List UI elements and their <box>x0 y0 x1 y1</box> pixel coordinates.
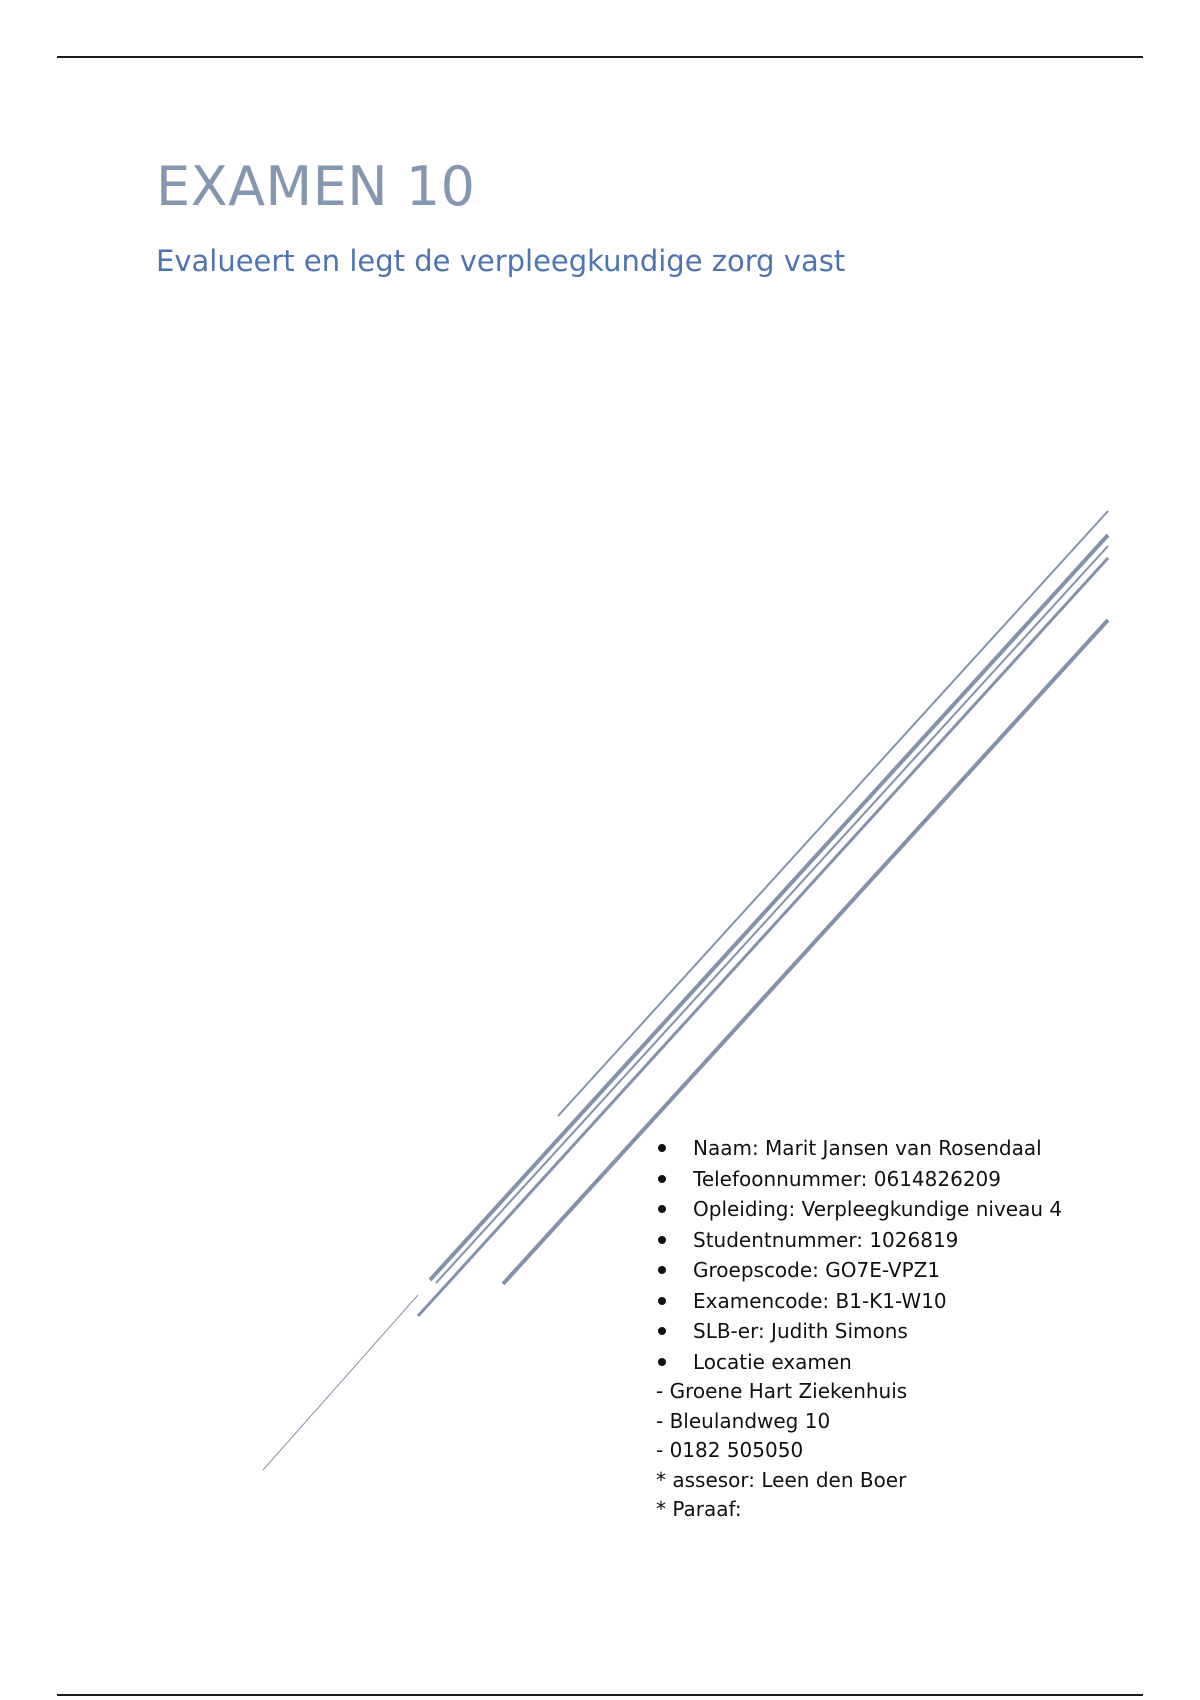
info-list <box>656 1133 1136 1377</box>
document-title: EXAMEN 10 <box>156 155 476 218</box>
info-item-groepscode: Groepscode: GO7E-VPZ1 <box>656 1255 1136 1286</box>
info-item-telefoonnummer: Telefoonnummer: 0614826209 <box>656 1164 1136 1195</box>
info-item-opleiding: Opleiding: Verpleegkundige niveau 4 <box>656 1194 1136 1225</box>
document-subtitle: Evalueert en legt de verpleegkundige zorg vast <box>156 244 846 278</box>
diagonal-line <box>558 511 1108 1116</box>
location-line-address: - Bleulandweg 10 <box>656 1408 831 1433</box>
info-item-studentnummer: Studentnummer: 1026819 <box>656 1225 1136 1256</box>
info-item-slb-er: SLB-er: Judith Simons <box>656 1316 1136 1347</box>
info-item-examencode: Examencode: B1-K1-W10 <box>656 1286 1136 1317</box>
bottom-rule <box>57 1694 1143 1696</box>
info-item-naam: Naam: Marit Jansen van Rosendaal <box>656 1133 1136 1164</box>
student-info-block <box>656 1133 1136 1525</box>
assessor-line: * assesor: Leen den Boer <box>656 1467 907 1492</box>
paraaf-line: * Paraaf: <box>656 1497 742 1522</box>
location-line-hospital: - Groene Hart Ziekenhuis <box>656 1379 908 1403</box>
diagonal-line <box>263 1295 418 1470</box>
location-line-phone: - 0182 505050 <box>656 1438 804 1463</box>
info-item-locatie-examen: Locatie examen <box>656 1347 1136 1378</box>
